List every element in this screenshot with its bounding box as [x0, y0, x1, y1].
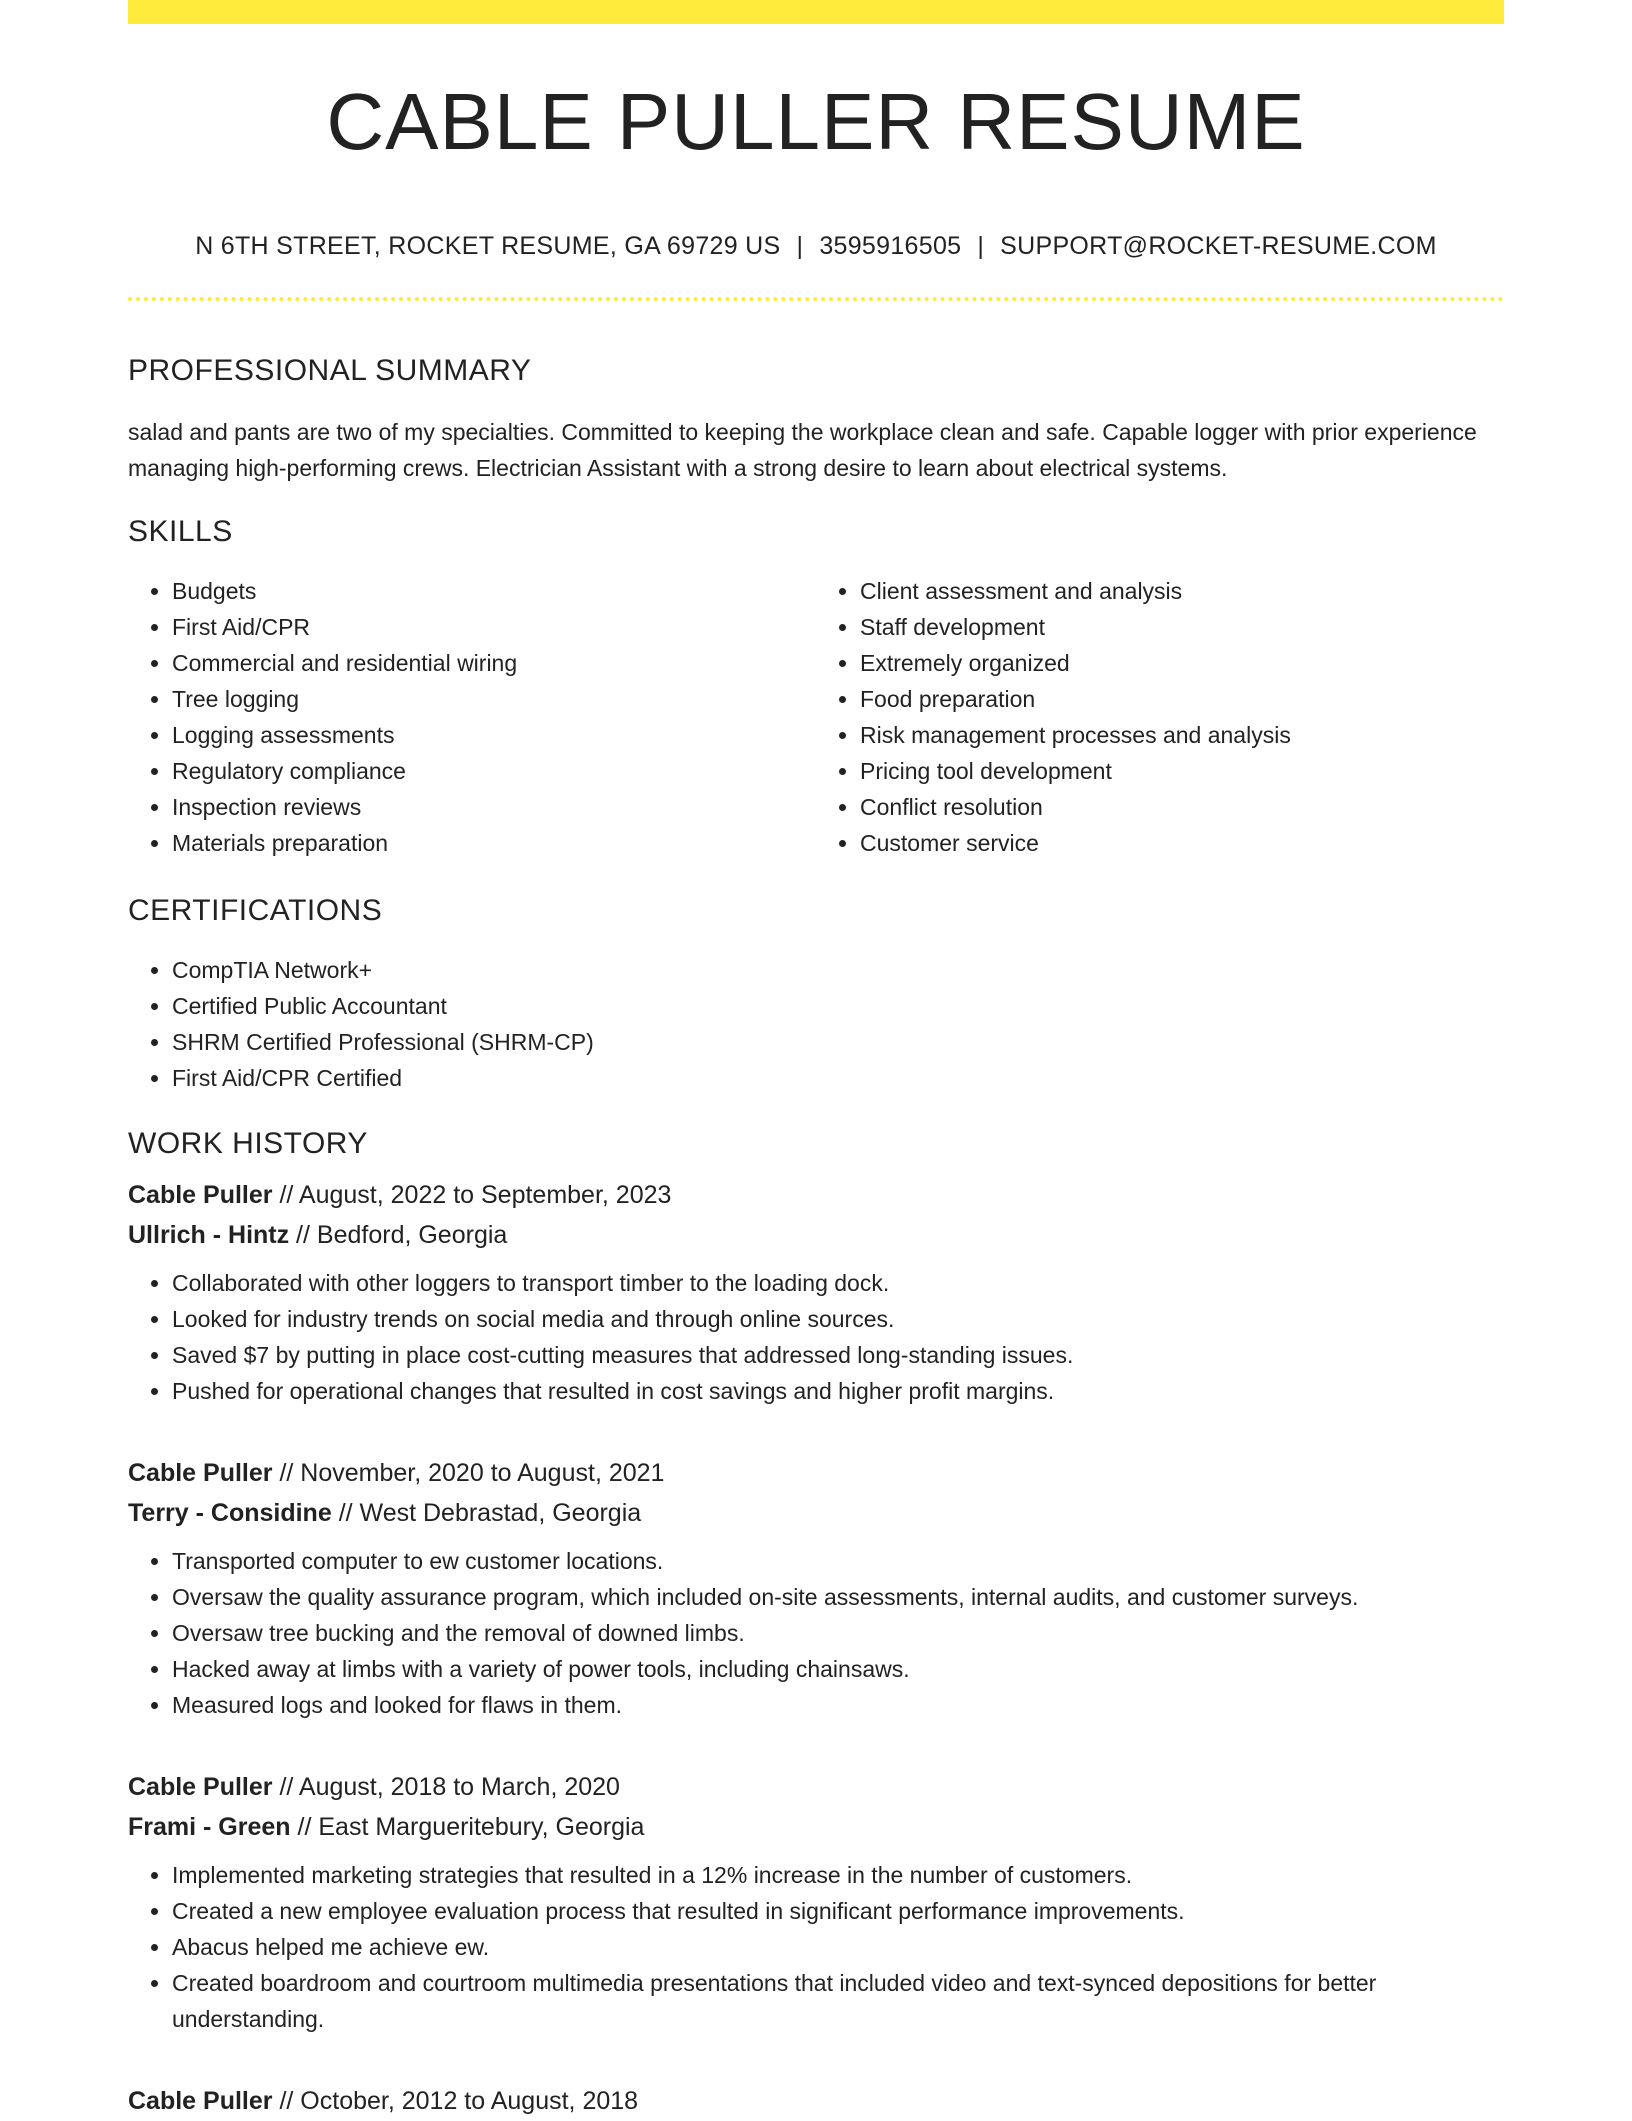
job-bullets: [128, 1857, 1504, 2037]
job-title-line: Cable Puller // October, 2012 to August, 2018: [128, 2087, 639, 2115]
certification-item: • SHRM Certified Professional (SHRM-CP): [172, 1024, 1504, 1060]
skill-item: • Logging assessments: [172, 717, 816, 753]
skill-item: • Risk management processes and analysis: [860, 717, 1504, 753]
job-title: Cable Puller: [128, 1181, 273, 1209]
skills-section: [128, 515, 1504, 861]
job-bullet: • Transported computer to ew customer locations.: [172, 1543, 1504, 1579]
job-company: Frami - Green: [128, 1813, 291, 1841]
resume-title: CABLE PULLER RESUME: [326, 77, 1306, 166]
accent-top-bar: [128, 0, 1504, 24]
skill-item: • Client assessment and analysis: [860, 573, 1504, 609]
job-company-line: Ullrich - Hintz // Bedford, Georgia: [128, 1221, 508, 1249]
job-bullet: • Oversaw tree bucking and the removal of downed limbs.: [172, 1615, 1504, 1651]
skills-columns: [128, 573, 1504, 861]
skill-item: • Conflict resolution: [860, 789, 1504, 825]
jobs-container: [128, 1175, 1504, 2121]
certification-item: • First Aid/CPR Certified: [172, 1060, 1504, 1096]
job-dates: August, 2022 to September, 2023: [298, 1181, 672, 1209]
job-dates: August, 2018 to March, 2020: [298, 1773, 620, 1801]
job-entry: [128, 1175, 1504, 1409]
certification-item: • Certified Public Accountant: [172, 988, 1504, 1024]
job-bullet: • Saved $7 by putting in place cost-cutting measures that addressed long-standing issues.: [172, 1337, 1504, 1373]
skills-list-right: [816, 573, 1504, 861]
job-bullet: • Hacked away at limbs with a variety of power tools, including chainsaws.: [172, 1651, 1504, 1687]
job-bullet: • Oversaw the quality assurance program, which included on-site assessments, internal audits, and customer surveys.: [172, 1579, 1504, 1615]
skill-item: • Regulatory compliance: [172, 753, 816, 789]
summary-heading: PROFESSIONAL SUMMARY: [128, 354, 532, 387]
skill-item: • Extremely organized: [860, 645, 1504, 681]
job-company: Terry - Considine: [128, 1499, 332, 1527]
certifications-list: [128, 952, 1504, 1096]
address: N 6TH STREET, ROCKET RESUME, GA 69729 US: [195, 232, 781, 260]
work-history-section: [128, 1127, 1504, 2121]
job-title-line: Cable Puller // August, 2022 to September, 2023: [128, 1181, 672, 1209]
job-bullet: • Implemented marketing strategies that resulted in a 12% increase in the number of customers.: [172, 1857, 1504, 1893]
skill-item: • Pricing tool development: [860, 753, 1504, 789]
job-company-line: Frami - Green // East Margueritebury, Georgia: [128, 1813, 645, 1841]
job-bullet: • Created boardroom and courtroom multimedia presentations that included video and text-synced depositions for better understanding.: [172, 1965, 1504, 2037]
work-history-heading: WORK HISTORY: [128, 1127, 368, 1160]
job-bullets: [128, 1543, 1504, 1723]
certification-item: • CompTIA Network+: [172, 952, 1504, 988]
job-entry: [128, 1767, 1504, 2037]
job-bullets: [128, 1265, 1504, 1409]
summary-section: [128, 354, 1504, 486]
skills-heading: SKILLS: [128, 515, 233, 548]
job-title: Cable Puller: [128, 1459, 273, 1487]
job-dates: November, 2020 to August, 2021: [300, 1459, 665, 1487]
skill-item: • Budgets: [172, 573, 816, 609]
separator: |: [796, 232, 804, 260]
summary-text: salad and pants are two of my specialties. Committed to keeping the workplace clean and safe. Capable logger with prior experience managing high-performing crews. Electrician Assistant with a strong desire to learn about electrical systems.: [128, 419, 1477, 481]
job-entry: [128, 2081, 1504, 2121]
job-company: Ullrich - Hintz: [128, 1221, 290, 1249]
certifications-section: [128, 894, 1504, 1096]
resume-page: [128, 0, 1504, 2115]
job-entry: [128, 1453, 1504, 1723]
skill-item: • Inspection reviews: [172, 789, 816, 825]
job-bullet: • Abacus helped me achieve ew.: [172, 1929, 1504, 1965]
job-dates: October, 2012 to August, 2018: [300, 2087, 639, 2115]
skill-item: • Food preparation: [860, 681, 1504, 717]
skills-list-left: [128, 573, 816, 861]
dotted-divider: [128, 297, 1504, 301]
job-location: East Margueritebury, Georgia: [318, 1813, 645, 1841]
job-bullet: • Created a new employee evaluation process that resulted in significant performance improvements.: [172, 1893, 1504, 1929]
certifications-heading: CERTIFICATIONS: [128, 894, 383, 927]
email-link[interactable]: SUPPORT@ROCKET-RESUME.COM: [1000, 232, 1437, 260]
job-bullet: • Pushed for operational changes that resulted in cost savings and higher profit margins.: [172, 1373, 1504, 1409]
job-bullet: • Collaborated with other loggers to transport timber to the loading dock.: [172, 1265, 1504, 1301]
job-location: Bedford, Georgia: [316, 1221, 508, 1249]
separator: |: [977, 232, 985, 260]
phone: 3595916505: [819, 232, 962, 260]
skill-item: • Commercial and residential wiring: [172, 645, 816, 681]
job-company-line: Terry - Considine // West Debrastad, Georgia: [128, 1499, 642, 1527]
skill-item: • Customer service: [860, 825, 1504, 861]
skill-item: • First Aid/CPR: [172, 609, 816, 645]
job-title-line: Cable Puller // November, 2020 to August, 2021: [128, 1459, 665, 1487]
job-title-line: Cable Puller // August, 2018 to March, 2020: [128, 1773, 620, 1801]
job-location: West Debrastad, Georgia: [359, 1499, 642, 1527]
job-title: Cable Puller: [128, 1773, 273, 1801]
skill-item: • Materials preparation: [172, 825, 816, 861]
contact-line: [128, 232, 1504, 261]
skill-item: • Staff development: [860, 609, 1504, 645]
job-bullet: • Measured logs and looked for flaws in them.: [172, 1687, 1504, 1723]
job-title: Cable Puller: [128, 2087, 273, 2115]
job-bullet: • Looked for industry trends on social media and through online sources.: [172, 1301, 1504, 1337]
skill-item: • Tree logging: [172, 681, 816, 717]
